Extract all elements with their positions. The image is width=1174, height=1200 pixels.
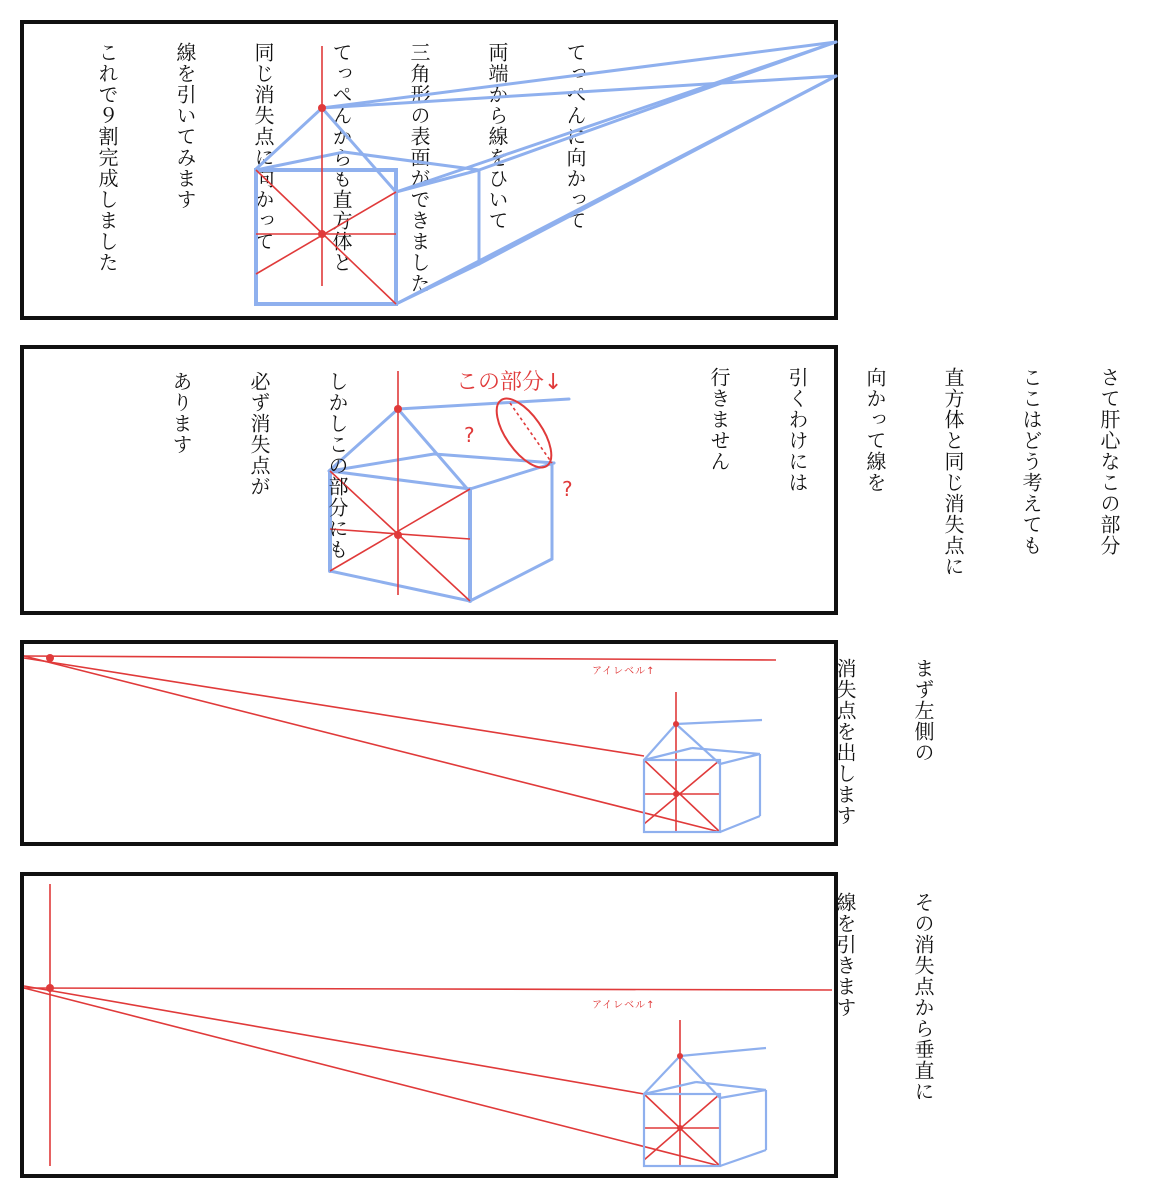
text-line: これで９割完成しました xyxy=(95,42,119,273)
text-line: 両端から線をひいて xyxy=(485,42,509,231)
text-line: さて肝心なこの部分 xyxy=(1097,367,1121,556)
panel-2-left-text xyxy=(116,371,402,601)
text-line: 行きません xyxy=(707,367,731,472)
text-line: しかしこの部分にも xyxy=(325,371,349,560)
eye-level-label: アイレベル↑ xyxy=(592,666,656,677)
text-line: 線を引きます xyxy=(833,892,857,1018)
text-line: 同じ消失点に向かって xyxy=(251,42,275,252)
eye-level-label: アイレベル↑ xyxy=(592,1000,656,1011)
text-line: てっぺんからも直方体と xyxy=(329,42,353,273)
text-line: ここはどう考えても xyxy=(1019,367,1043,556)
question-mark-1: ? xyxy=(464,423,475,447)
text-line: 三角形の表面ができました xyxy=(407,42,431,294)
text-line: 線を引いてみます xyxy=(173,42,197,210)
text-line: 引くわけには xyxy=(785,367,809,493)
text-line: てっぺんに向かって xyxy=(563,42,587,231)
text-line: 直方体と同じ消失点に xyxy=(941,367,965,577)
text-line: 消失点を出します xyxy=(833,658,857,826)
panel-2-right-text xyxy=(654,367,1174,607)
panel-2 xyxy=(20,345,1121,615)
panel-4-text xyxy=(780,892,988,1172)
text-line: その消失点から垂直に xyxy=(911,892,935,1102)
text-line: あります xyxy=(169,371,193,455)
perspective-drawing-3 xyxy=(24,644,834,842)
perspective-drawing-1 xyxy=(24,24,834,316)
annotation-this-part: この部分↓ xyxy=(456,370,563,395)
perspective-drawing-4 xyxy=(24,876,834,1174)
panel-3-text xyxy=(780,658,988,844)
text-line: 向かって線を xyxy=(863,367,887,493)
text-line: まず左側の xyxy=(911,658,935,763)
panel-3 xyxy=(20,640,935,846)
panel-1 xyxy=(20,20,838,320)
text-line: 必ず消失点が xyxy=(247,371,271,497)
question-mark-2: ? xyxy=(562,477,573,501)
panel-4 xyxy=(20,872,935,1178)
